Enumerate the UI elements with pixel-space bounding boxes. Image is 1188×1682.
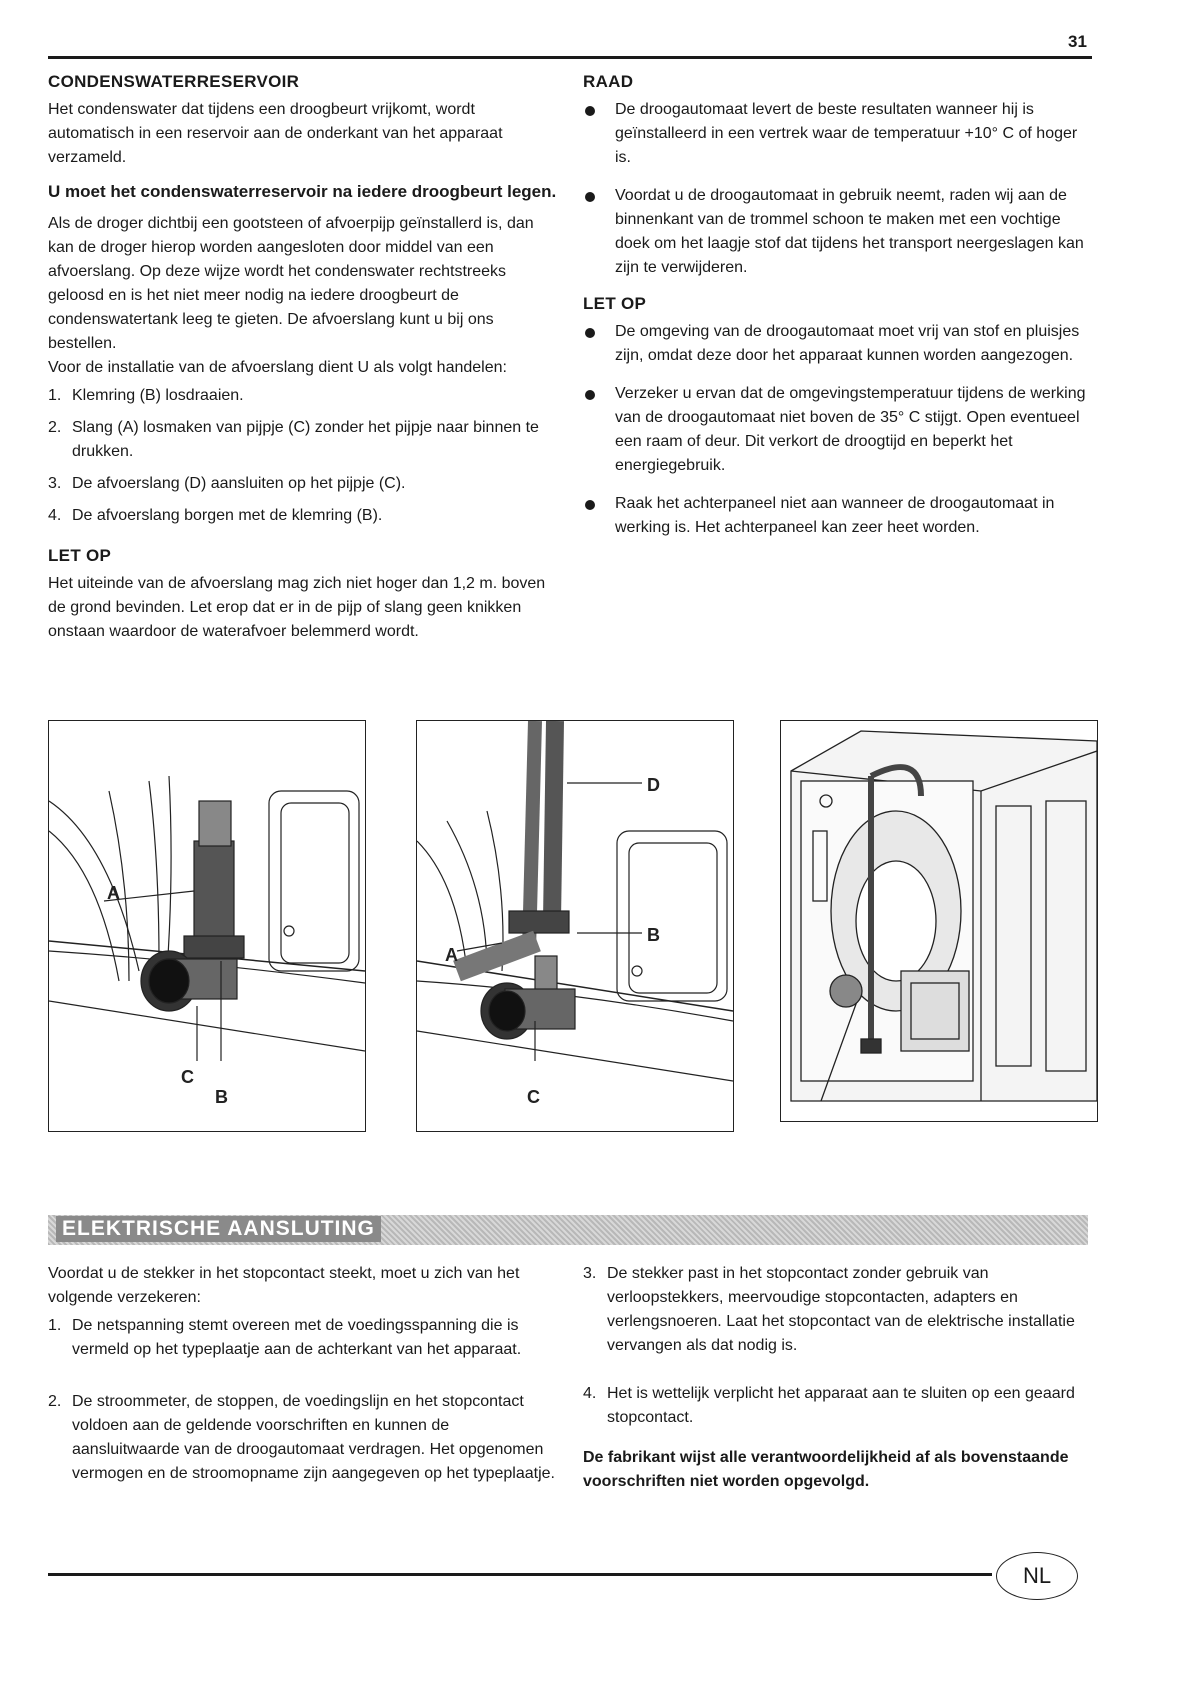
electric-list-left [48,1314,558,1486]
item-text: Het is wettelijk verplicht het apparaat aan te sluiten op een geaard stopcontact. [607,1385,1075,1426]
step-text: Klemring (B) losdraaien. [72,387,244,404]
language-badge: NL [996,1552,1078,1600]
step-number: 4. [48,507,62,524]
steps-list [48,384,558,528]
step-text: De afvoerslang (D) aansluiten op het pijpje (C). [72,475,406,492]
bold-note: U moet het condenswaterreservoir na iedere droogbeurt legen. [48,182,557,201]
figure-drain-hose [416,720,734,1132]
item-number: 3. [583,1265,597,1282]
section-heading-condenswater: CONDENSWATERRESERVOIR [48,72,300,91]
item-number: 2. [48,1393,62,1410]
figure-hose-connector [48,720,366,1132]
electric-right-column [583,1262,1093,1494]
drain-hose-illustration [417,721,733,1131]
figure-dryer-back [780,720,1098,1122]
electric-left-column [48,1262,558,1494]
label-c: C [181,1067,194,1087]
raad-list [583,98,1093,280]
list-item [48,472,558,496]
step-number: 2. [48,419,62,436]
list-item: Voordat u de droogautomaat in gebruik neemt, raden wij aan de binnenkant van de trommel schoon te maken met een vochtige doek om het laagje stof dat tijdens het transport neergeslagen kan zijn te verwijderen. [583,184,1093,280]
electric-list-right [583,1262,1093,1430]
list-item [48,1314,558,1362]
paragraph-2: Voor de installatie van de afvoerslang dient U als volgt handelen: [48,359,507,376]
list-item [48,416,558,464]
list-item: Verzeker u ervan dat de omgevingstemperatuur tijdens de werking van de droogautomaat niet boven de 35° C stijgt. Open eventueel een raam of deur. Dit verkort de droogtijd en beperkt het energiegebruik. [583,382,1093,478]
list-item [583,1382,1093,1430]
label-a: A [445,945,458,965]
list-item [48,1390,558,1486]
letop-heading-left: LET OP [48,546,112,565]
step-text: De afvoerslang borgen met de klemring (B). [72,507,383,524]
label-b: B [647,925,660,945]
list-item [48,504,558,528]
right-column [583,72,1093,554]
top-rule [48,56,1092,59]
label-d: D [647,775,660,795]
step-number: 1. [48,387,62,404]
item-text: De netspanning stemt overeen met de voedingsspanning die is vermeld op het typeplaatje aan de achterkant van het apparaat. [72,1317,522,1358]
item-text: De stroommeter, de stoppen, de voedingslijn en het stopcontact voldoen aan de geldende voorschriften en kunnen de aansluitwaarde van de droogautomaat verdragen. Het opgenomen vermogen en de stroomopname zijn aangegeven op het typeplaatje. [72,1393,555,1482]
electric-intro: Voordat u de stekker in het stopcontact steekt, moet u zich van het volgende verzekeren: [48,1265,520,1306]
list-item: De omgeving van de droogautomaat moet vrij van stof en pluisjes zijn, omdat deze door het apparaat kunnen worden aangezogen. [583,320,1093,368]
bottom-rule [48,1573,992,1576]
paragraph: Als de droger dichtbij een gootsteen of afvoerpijp geïnstallerd is, dan kan de droger hierop worden aangesloten door middel van een afvoerslang. Op deze wijze wordt het condenswater rechtstreeks geloosd en is het niet meer nodig na iedere droogbeurt de condenswatertank leeg te gieten. De afvoerslang kunt u bij ons bestellen. [48,215,534,352]
item-text: De stekker past in het stopcontact zonder gebruik van verloopstekkers, meervoudige stopcontacten, adapters en verlengsnoeren. Laat het stopcontact van de elektrische installatie vervangen als dat nodig is. [607,1265,1075,1354]
list-item [48,384,558,408]
label-b: B [215,1087,228,1107]
page-number: 31 [1068,32,1087,51]
item-number: 1. [48,1317,62,1334]
list-item: De droogautomaat levert de beste resultaten wanneer hij is geïnstalleerd in een vertrek waar de temperatuur +10° C of hoger is. [583,98,1093,170]
letop-heading-right: LET OP [583,294,647,313]
liability-warning: De fabrikant wijst alle verantwoordelijkheid af als bovenstaande voorschriften niet worden opgevolgd. [583,1449,1069,1490]
item-number: 4. [583,1385,597,1402]
step-text: Slang (A) losmaken van pijpje (C) zonder het pijpje naar binnen te drukken. [72,419,539,460]
label-c: C [527,1087,540,1107]
letop-text-left: Het uiteinde van de afvoerslang mag zich niet hoger dan 1,2 m. boven de grond bevinden. Let erop dat er in de pijp of slang geen knikken onstaan waardoor de waterafvoer belemmerd wordt. [48,575,546,640]
letop-list [583,320,1093,540]
label-a: A [107,883,120,903]
list-item: Raak het achterpaneel niet aan wanneer de droogautomaat in werking is. Het achterpaneel kan zeer heet worden. [583,492,1093,540]
left-column [48,72,558,644]
list-item [583,1262,1093,1358]
step-number: 3. [48,475,62,492]
dryer-back-illustration [781,721,1097,1121]
intro-text: Het condenswater dat tijdens een droogbeurt vrijkomt, wordt automatisch in een reservoir aan de onderkant van het apparaat verzameld. [48,101,503,166]
hose-connector-illustration [49,721,365,1131]
raad-heading: RAAD [583,72,634,91]
section-heading-electric: ELEKTRISCHE AANSLUTING [56,1216,381,1242]
